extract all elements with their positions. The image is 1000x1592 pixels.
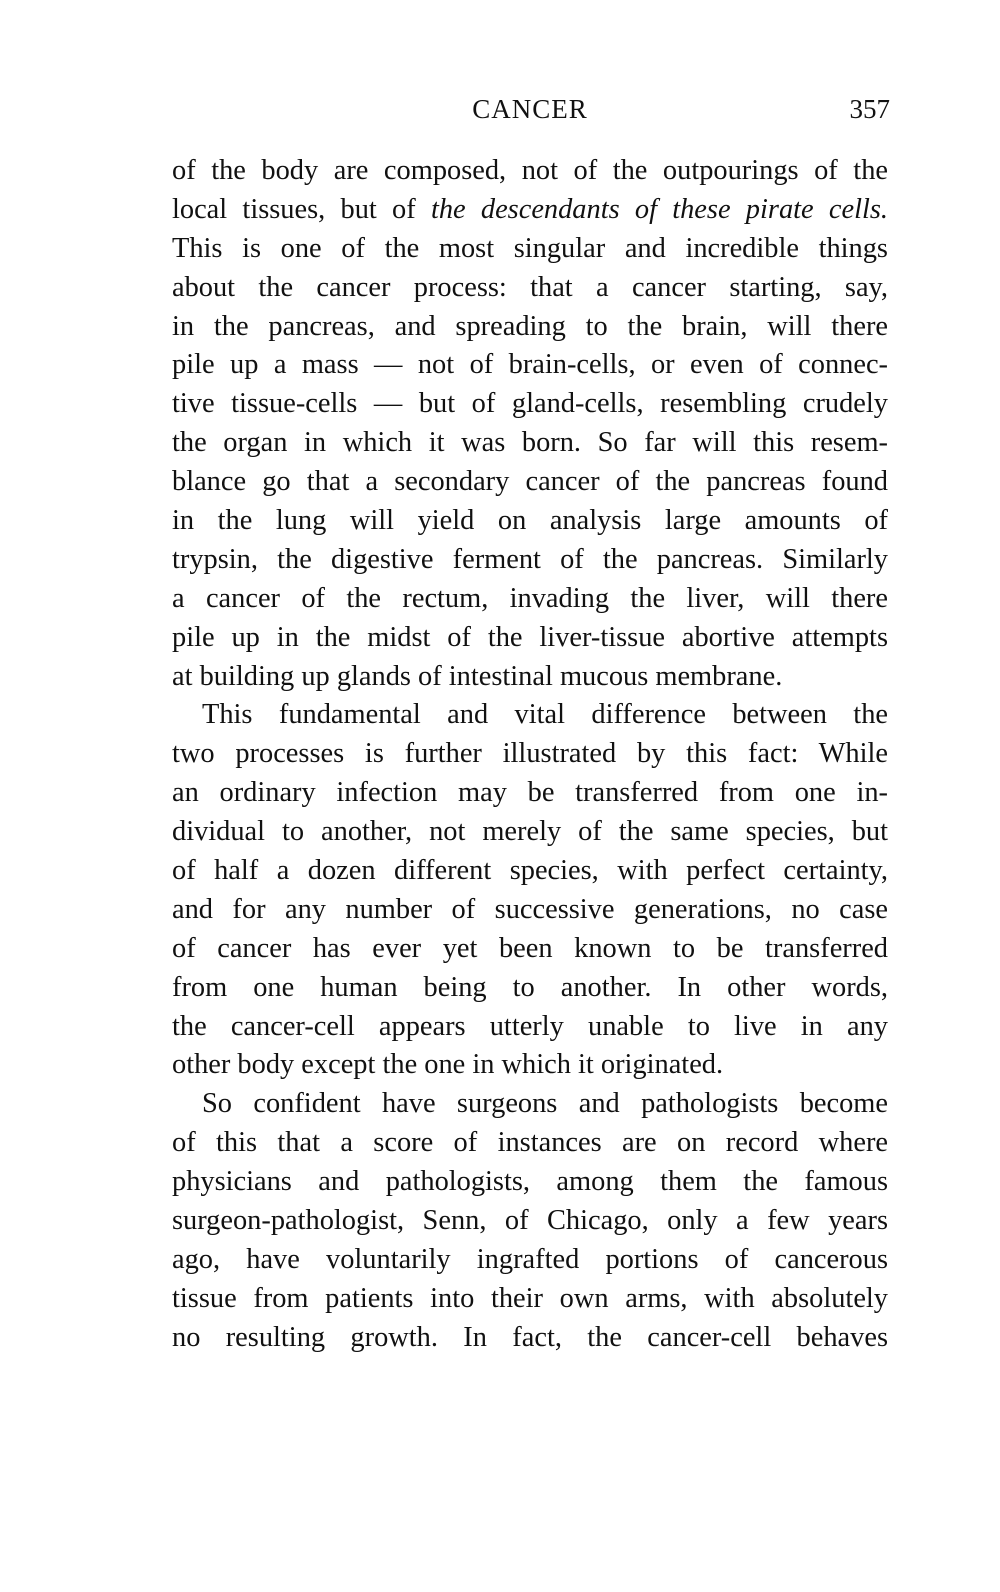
text-line: two processes is further illustrated by this fact: While — [172, 738, 888, 770]
text-line: the organ in which it was born. So far will this resem- — [172, 427, 888, 459]
running-head — [170, 94, 890, 134]
text-line: This is one of the most singular and incredible things — [172, 232, 888, 264]
text-line: of half a dozen different species, with perfect certainty, — [172, 855, 888, 887]
text-line: in the lung will yield on analysis large amounts of — [172, 505, 888, 537]
text-line: an ordinary infection may be transferred from one in- — [172, 777, 888, 809]
text-line: So confident have surgeons and pathologists become — [202, 1088, 888, 1120]
text-line: about the cancer process: that a cancer starting, say, — [172, 271, 888, 303]
text-line: surgeon-pathologist, Senn, of Chicago, only a few years — [172, 1205, 888, 1237]
text-line: from one human being to another. In other words, — [172, 971, 888, 1003]
text-line: ago, have voluntarily ingrafted portions of cancerous — [172, 1243, 888, 1275]
body-text — [172, 152, 888, 1358]
text-line: pile up in the midst of the liver-tissue abortive attempts — [172, 621, 888, 653]
text-line: other body except the one in which it originated. — [172, 1049, 724, 1081]
text-line: a cancer of the rectum, invading the liver, will there — [172, 582, 888, 614]
running-title: CANCER — [472, 94, 588, 124]
text-line: of the body are composed, not of the outpourings of the — [172, 155, 888, 186]
text-line: and for any number of successive generations, no case — [172, 893, 888, 925]
text-line: in the pancreas, and spreading to the brain, will there — [172, 310, 888, 342]
text-line: pile up a mass — not of brain-cells, or even of connec- — [172, 349, 888, 381]
text-line: This fundamental and vital difference between the — [202, 699, 888, 731]
text-line: no resulting growth. In fact, the cancer-cell behaves — [172, 1321, 888, 1353]
text-line: physicians and pathologists, among them the famous — [172, 1166, 888, 1198]
text-segment: local tissues, but of — [172, 193, 431, 225]
text-line: blance go that a secondary cancer of the pancreas found — [172, 466, 888, 498]
text-line: trypsin, the digestive ferment of the pancreas. Similarly — [172, 543, 888, 575]
text-line — [172, 191, 888, 230]
text-line: at building up glands of intestinal mucous membrane. — [172, 660, 783, 692]
text-line: of this that a score of instances are on record where — [172, 1127, 888, 1159]
text-line: tive tissue-cells — but of gland-cells, resembling crudely — [172, 388, 888, 420]
text-line: tissue from patients into their own arms, with absolutely — [172, 1282, 888, 1314]
page-number: 357 — [849, 94, 890, 124]
text-line: dividual to another, not merely of the same species, but — [172, 816, 888, 848]
text-line: the cancer-cell appears utterly unable to live in any — [172, 1010, 888, 1042]
text-line: of cancer has ever yet been known to be transferred — [172, 932, 888, 964]
italic-phrase: the descendants of these pirate cells. — [430, 193, 888, 225]
